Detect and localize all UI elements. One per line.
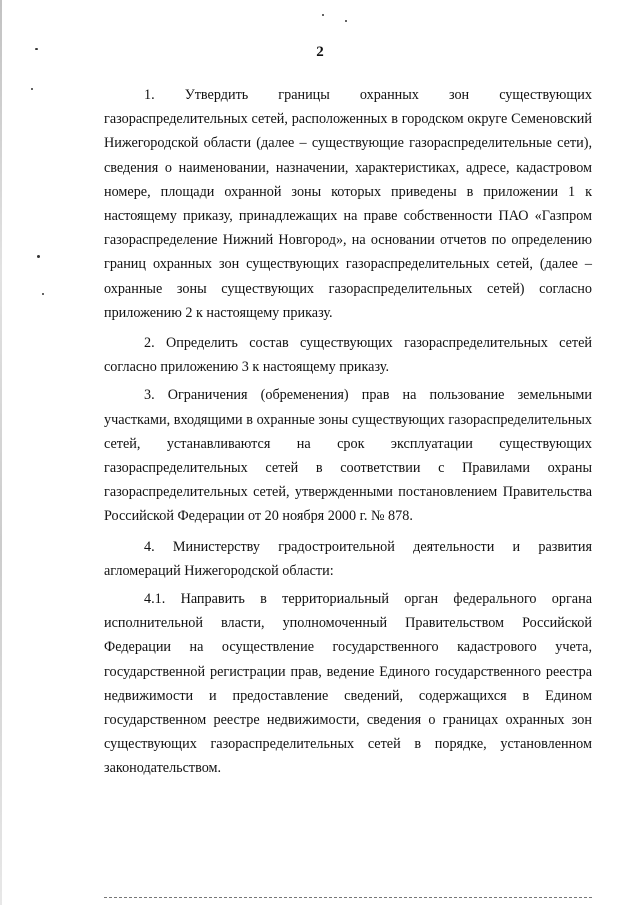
paragraph-2: 2. Определить состав существующих газораспределительных сетей согласно приложению 3 к настоящему приказу. <box>104 335 592 376</box>
bottom-divider <box>104 897 592 898</box>
page-number: 2 <box>316 44 324 60</box>
scan-left-edge <box>0 0 2 905</box>
document-body <box>104 83 592 787</box>
scan-speck <box>37 255 40 258</box>
paragraph-1: 1. Утвердить границы охранных зон существующих газораспределительных сетей, расположенных в городском округе Семеновский Нижегородской области (далее – существующие газораспределительные сети), сведения о наименовании, назначении, характеристиках, адресе, кадастровом номере, площади охранной зоны которых приведены в приложении 1 к настоящему приказу, принадлежащих на праве собственности ПАО «Газпром газораспределение Нижний Новгород», на основании отчетов по определению границ охранных зон существующих газораспределительных сетей, (далее – охранные зоны существующих газораспределительных сетей) согласно приложению 2 к настоящему приказу. <box>104 87 592 321</box>
paragraph-4: 4. Министерству градостроительной деятельности и развития агломераций Нижегородской области: <box>104 538 592 579</box>
scan-speck <box>345 20 347 22</box>
scan-speck <box>322 14 324 16</box>
paragraph-4-1: 4.1. Направить в территориальный орган федерального органа исполнительной власти, уполномоченный Правительством Российской Федерации на осуществление государственного кадастрового учета, государственной регистрации прав, ведение Единого государственного реестра недвижимости и предоставление сведений, содержащихся в Едином государственном реестре недвижимости, сведения о границах охранных зон существующих газораспределительных сетей в порядке, установленном законодательством. <box>104 591 592 777</box>
scan-speck <box>42 293 44 295</box>
scan-speck <box>31 88 33 90</box>
paragraph-3: 3. Ограничения (обременения) прав на пользование земельными участками, входящими в охранные зоны существующих газораспределительных сетей, устанавливаются на срок эксплуатации существующих газораспределительных сетей в соответствии с Правилами охраны газораспределительных сетей, утвержденными постановлением Правительства Российской Федерации от 20 ноября 2000 г. № 878. <box>104 387 592 525</box>
